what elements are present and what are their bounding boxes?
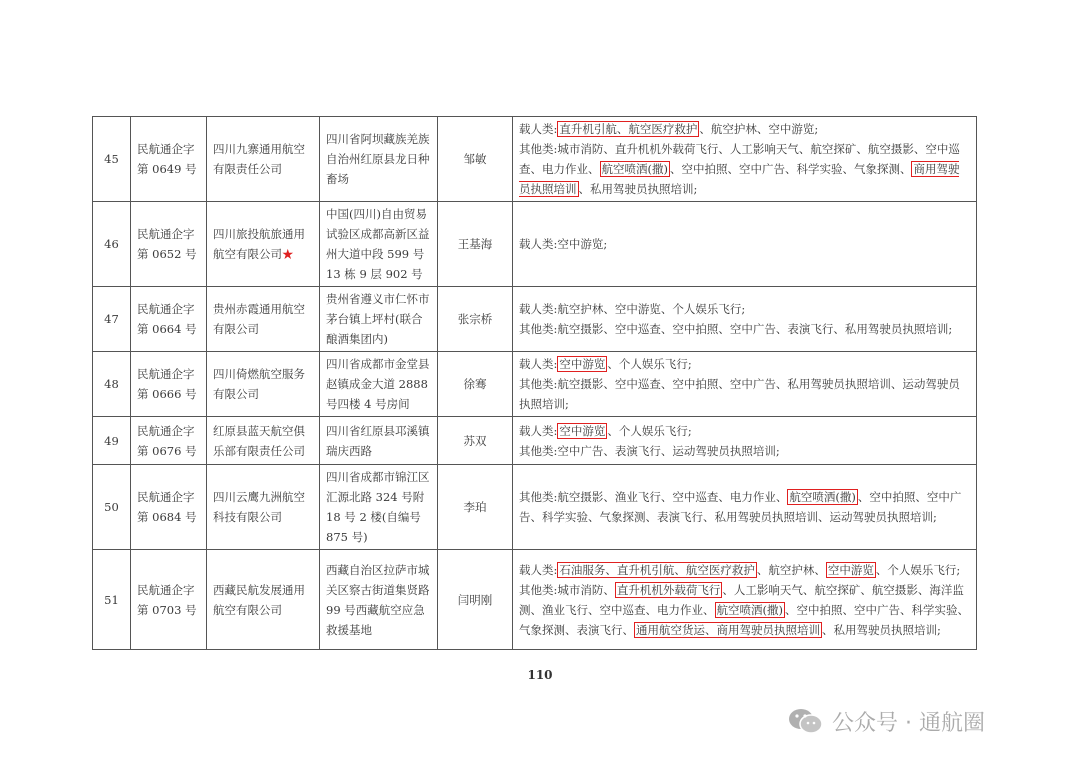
company-address: 中国(四川)自由贸易试验区成都高新区益州大道中段 599 号 13 栋 9 层 902 号 [320,202,438,287]
certificate-number: 民航通企字第 0664 号 [131,287,207,352]
certificate-number: 民航通企字第 0652 号 [131,202,207,287]
scope-line [519,319,970,339]
company-name-text: 四川旅投航旅通用航空有限公司 [213,227,305,261]
business-scope [513,287,977,352]
scope-text: 其他类:航空摄影、空中巡查、空中拍照、空中广告、表演飞行、私用驾驶员执照培训; [519,322,953,336]
table-row [93,352,977,417]
scope-text: 其他类:航空摄影、空中巡查、空中拍照、空中广告、私用驾驶员执照培训、运动驾驶员执照培训; [519,377,960,411]
scope-text: 、空中拍照、空中广告、科学实验、气象探测、表演飞行、私用驾驶员执照培训、运动驾驶员执照培训; [519,490,962,524]
registry-table [92,116,977,650]
row-number: 47 [93,287,131,352]
company-name [207,550,320,650]
company-address: 四川省成都市金堂县赵镇成金大道 2888 号四楼 4 号房间 [320,352,438,417]
table-row [93,465,977,550]
scope-line [519,441,970,461]
company-address: 四川省红原县邛溪镇瑞庆西路 [320,417,438,465]
row-number: 48 [93,352,131,417]
company-address: 四川省阿坝藏族羌族自治州红原县龙日种畜场 [320,117,438,202]
wechat-icon [786,706,826,736]
highlighted-scope: 通用航空货运、商用驾驶员执照培训 [636,622,820,637]
table-row [93,117,977,202]
legal-representative: 王基海 [438,202,513,287]
scope-text: 载人类: [519,122,558,136]
scope-text: 、人工影响天气、航空探矿、航空摄影、海洋监测、渔业飞行、空中巡查、电力作业、 [519,582,964,617]
scope-line [519,421,970,441]
scope-text: 、个人娱乐飞行; [607,357,692,371]
scope-text: 其他类:城市消防、直升机机外载荷飞行、人工影响天气、航空探矿、航空摄影、空中巡查、电力作业、 [519,142,960,176]
scope-text: 载人类:航空护林、空中游览、个人娱乐飞行; [519,302,746,316]
table-row [93,202,977,287]
company-name-text: 西藏民航发展通用航空有限公司 [213,582,305,617]
company-name-text: 贵州赤霞通用航空有限公司 [213,302,305,336]
scope-text: 载人类: [519,423,558,438]
scope-line [519,580,970,640]
business-scope [513,550,977,650]
table-row [93,287,977,352]
row-number: 50 [93,465,131,550]
company-name [207,352,320,417]
business-scope [513,465,977,550]
scope-line [519,234,970,254]
scope-line [519,119,970,139]
scope-line [519,374,970,414]
legal-representative: 闫明刚 [438,550,513,650]
legal-representative: 李珀 [438,465,513,550]
watermark [786,704,985,738]
page-number: 110 [527,668,553,682]
company-name [207,465,320,550]
scope-line [519,487,970,527]
company-name [207,417,320,465]
certificate-number: 民航通企字第 0666 号 [131,352,207,417]
company-name-text: 四川云鹰九洲航空科技有限公司 [213,490,305,524]
company-name [207,287,320,352]
row-number: 46 [93,202,131,287]
highlighted-scope: 直升机引航、航空医疗救护 [559,122,698,136]
highlighted-scope: 直升机机外载荷飞行 [616,582,721,597]
legal-representative: 苏双 [438,417,513,465]
certificate-number: 民航通企字第 0684 号 [131,465,207,550]
scope-line [519,560,970,580]
scope-text: 、个人娱乐飞行; [607,423,692,438]
certificate-number: 民航通企字第 0649 号 [131,117,207,202]
company-address: 西藏自治区拉萨市城关区察古街道集贤路 99 号西藏航空应急救援基地 [320,550,438,650]
legal-representative: 邹敏 [438,117,513,202]
row-number: 45 [93,117,131,202]
table-row [93,550,977,650]
row-number: 51 [93,550,131,650]
scope-text: 、个人娱乐飞行; [875,562,961,577]
scope-text: 载人类: [519,357,558,371]
legal-representative: 张宗桥 [438,287,513,352]
company-name [207,202,320,287]
business-scope [513,352,977,417]
company-name-text: 四川九寨通用航空有限责任公司 [213,142,305,176]
scope-text: 载人类: [519,562,558,577]
table-row [93,417,977,465]
company-address: 四川省成都市锦江区汇源北路 324 号附 18 号 2 楼(自编号 875 号) [320,465,438,550]
certificate-number: 民航通企字第 0676 号 [131,417,207,465]
scope-text: 、航空护林、 [756,562,826,577]
scope-line [519,354,970,374]
company-name-text: 红原县蓝天航空俱乐部有限责任公司 [213,423,305,458]
highlighted-scope: 空中游览 [827,562,874,577]
scope-text: 、航空护林、空中游览; [699,122,819,136]
scope-text: 其他类:航空摄影、渔业飞行、空中巡查、电力作业、 [519,490,788,504]
highlighted-scope: 航空喷洒(撒) [789,490,856,504]
company-address: 贵州省遵义市仁怀市茅台镇上坪村(联合酿酒集团内) [320,287,438,352]
scope-text: 其他类:城市消防、 [519,582,615,597]
highlighted-scope: 商用驾驶员执照培训 [519,162,960,196]
scope-text: 、空中拍照、空中广告、科学实验、气象探测、表演飞行、 [519,602,969,637]
scope-text: 载人类:空中游览; [519,237,608,251]
star-icon: ★ [282,247,294,261]
scope-line [519,299,970,319]
row-number: 49 [93,417,131,465]
scope-text: 其他类:空中广告、表演飞行、运动驾驶员执照培训; [519,443,780,458]
company-name [207,117,320,202]
scope-text: 、私用驾驶员执照培训; [578,182,698,196]
highlighted-scope: 空中游览 [559,357,606,371]
business-scope [513,117,977,202]
legal-representative: 徐骞 [438,352,513,417]
certificate-number: 民航通企字第 0703 号 [131,550,207,650]
business-scope [513,202,977,287]
watermark-text: 公众号 · 通航圈 [832,710,985,736]
highlighted-scope: 航空喷洒(撒) [716,602,783,617]
company-name-text: 四川倚燃航空服务有限公司 [213,367,305,401]
scope-text: 、空中拍照、空中广告、科学实验、气象探测、 [669,162,912,176]
scope-text: 、私用驾驶员执照培训; [822,622,941,637]
highlighted-scope: 航空喷洒(撒) [601,162,668,176]
highlighted-scope: 石油服务、直升机引航、航空医疗救护 [559,562,755,577]
scope-line [519,139,970,199]
business-scope [513,417,977,465]
highlighted-scope: 空中游览 [559,423,606,438]
